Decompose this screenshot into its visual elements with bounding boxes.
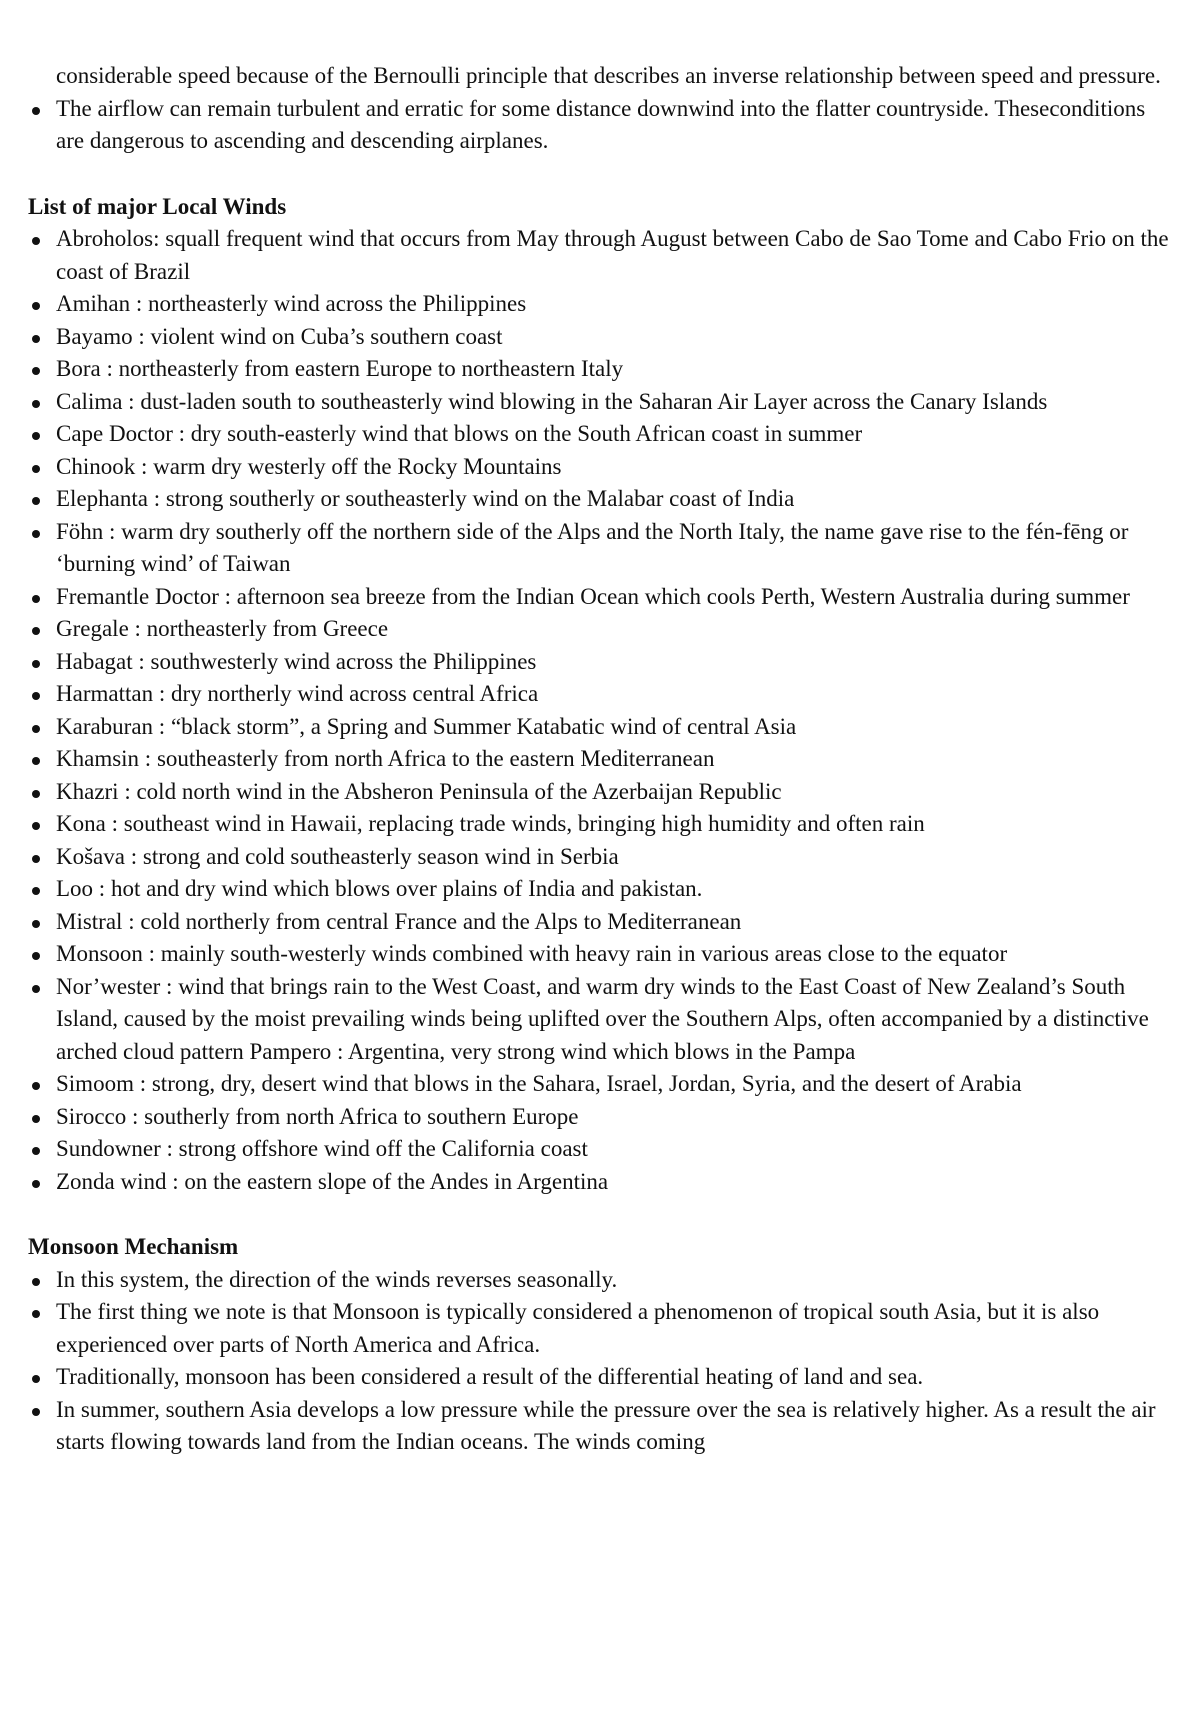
list-item: Karaburan : “black storm”, a Spring and Summer Katabatic wind of central Asia [28,711,1178,744]
list-item: Mistral : cold northerly from central France and the Alps to Mediterranean [28,906,1178,939]
list-item: The airflow can remain turbulent and erratic for some distance downwind into the flatter countryside. Theseconditions are dangerous to ascending and descending airplanes. [28,93,1178,158]
list-item: The first thing we note is that Monsoon is typically considered a phenomenon of tropical south Asia, but it is also experienced over parts of North America and Africa. [28,1296,1178,1361]
list-item: Zonda wind : on the eastern slope of the Andes in Argentina [28,1166,1178,1199]
section-heading-local-winds: List of major Local Winds [28,193,287,219]
list-item: Abroholos: squall frequent wind that occurs from May through August between Cabo de Sao Tome and Cabo Frio on the coast of Brazil [28,223,1178,288]
list-item: Traditionally, monsoon has been considered a result of the differential heating of land and sea. [28,1361,1178,1394]
list-item: Calima : dust-laden south to southeasterly wind blowing in the Saharan Air Layer across the Canary Islands [28,386,1178,419]
list-item: Bora : northeasterly from eastern Europe to northeastern Italy [28,353,1178,386]
list-item: Khazri : cold north wind in the Absheron Peninsula of the Azerbaijan Republic [28,776,1178,809]
list-item: Nor’wester : wind that brings rain to the West Coast, and warm dry winds to the East Coast of New Zealand’s South Island, caused by the moist prevailing winds being uplifted over the Southern Alps, often accompanied by a distinctive arched cloud pattern Pampero : Argentina, very strong wind which blows in the Pampa [28,971,1178,1069]
list-item: Simoom : strong, dry, desert wind that blows in the Sahara, Israel, Jordan, Syria, and the desert of Arabia [28,1068,1178,1101]
list-item: Loo : hot and dry wind which blows over plains of India and pakistan. [28,873,1178,906]
list-item: Sirocco : southerly from north Africa to southern Europe [28,1101,1178,1134]
list-item: Fremantle Doctor : afternoon sea breeze from the Indian Ocean which cools Perth, Western Australia during summer [28,581,1178,614]
list-item: Košava : strong and cold southeasterly season wind in Serbia [28,841,1178,874]
section-heading-monsoon: Monsoon Mechanism [28,1234,239,1259]
list-item: considerable speed because of the Bernoulli principle that describes an inverse relationship between speed and pressure. [56,63,1161,88]
list-item: Gregale : northeasterly from Greece [28,613,1178,646]
list-item: Harmattan : dry northerly wind across central Africa [28,678,1178,711]
list-item: Kona : southeast wind in Hawaii, replacing trade winds, bringing high humidity and often rain [28,808,1178,841]
list-item: Chinook : warm dry westerly off the Rocky Mountains [28,451,1178,484]
list-item: In this system, the direction of the winds reverses seasonally. [28,1264,1178,1297]
list-item: Cape Doctor : dry south-easterly wind that blows on the South African coast in summer [28,418,1178,451]
list-item: Elephanta : strong southerly or southeasterly wind on the Malabar coast of India [28,483,1178,516]
list-item: Khamsin : southeasterly from north Africa to the eastern Mediterranean [28,743,1178,776]
list-item: Sundowner : strong offshore wind off the California coast [28,1133,1178,1166]
document-page [28,60,1178,1459]
local-winds-list [28,223,1178,1198]
monsoon-list [28,1264,1178,1459]
intro-list [28,60,1178,158]
list-item: Monsoon : mainly south-westerly winds combined with heavy rain in various areas close to the equator [28,938,1178,971]
list-item: Amihan : northeasterly wind across the Philippines [28,288,1178,321]
list-item: Bayamo : violent wind on Cuba’s southern coast [28,321,1178,354]
list-item: Föhn : warm dry southerly off the northern side of the Alps and the North Italy, the name gave rise to the fén-fēng or ‘burning wind’ of Taiwan [28,516,1178,581]
list-item: In summer, southern Asia develops a low pressure while the pressure over the sea is relatively higher. As a result the air starts flowing towards land from the Indian oceans. The winds coming [28,1394,1178,1459]
list-item: Habagat : southwesterly wind across the Philippines [28,646,1178,679]
